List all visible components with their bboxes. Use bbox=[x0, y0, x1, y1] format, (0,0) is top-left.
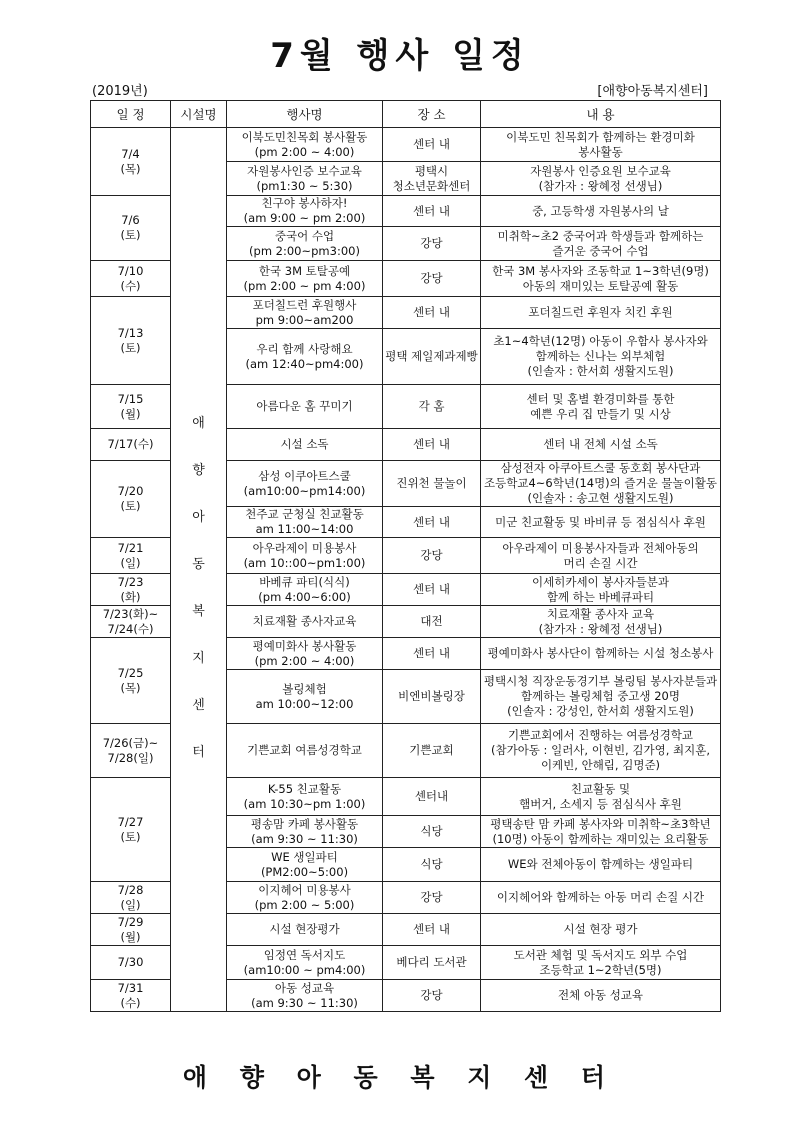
place-cell bbox=[383, 196, 481, 227]
event-name-cell-line: WE 생일파티 bbox=[271, 849, 338, 864]
description-cell bbox=[481, 882, 721, 914]
date-cell-line: 7/6 bbox=[121, 213, 140, 227]
date-cell bbox=[91, 196, 171, 261]
date-cell-line: 7/31 bbox=[117, 980, 144, 995]
description-cell-line: 중, 고등학생 자원봉사의 날 bbox=[532, 203, 669, 218]
place-cell-line: 비엔비볼링장 bbox=[398, 689, 465, 703]
date-cell-line: 7/23(화)~ bbox=[102, 606, 159, 621]
event-name-cell-line: (PM2:00~5:00) bbox=[260, 864, 349, 879]
description-cell-line: 기쁜교회에서 진행하는 여름성경학교 bbox=[507, 728, 694, 742]
place-cell-line: 식당 bbox=[420, 857, 443, 871]
event-name-cell-line: (am 9:00 ~ pm 2:00) bbox=[243, 211, 366, 225]
place-cell-line: 센터 내 bbox=[413, 305, 450, 319]
table-row bbox=[91, 128, 721, 162]
description-cell-line: (인솔자 : 송고현 생활지도원) bbox=[527, 491, 674, 505]
date-cell bbox=[91, 724, 171, 778]
place-cell bbox=[383, 574, 481, 606]
event-name-cell bbox=[227, 914, 383, 946]
place-cell-line: 평택 제일제과제빵 bbox=[385, 349, 478, 363]
date-cell-line: (토) bbox=[120, 340, 141, 355]
event-name-cell-line: 임정연 독서지도 bbox=[263, 947, 346, 962]
event-name-cell-line: 바베큐 파티(식식) bbox=[259, 574, 350, 589]
description-cell-line: 이지헤어와 함께하는 아동 머리 손질 시간 bbox=[496, 890, 705, 904]
date-cell bbox=[91, 638, 171, 724]
header-event: 행사명 bbox=[227, 101, 383, 128]
description-cell-line: 삼성전자 아쿠아트스쿨 동호회 봉사단과 bbox=[500, 461, 701, 475]
place-cell-line: 각 홈 bbox=[418, 399, 445, 413]
event-name-cell-line: (pm 2:00 ~ pm 4:00) bbox=[243, 278, 366, 293]
date-cell-line: (목) bbox=[120, 161, 141, 176]
description-cell bbox=[481, 574, 721, 606]
date-cell bbox=[91, 538, 171, 574]
event-name-cell-line: (pm 4:00~6:00) bbox=[258, 589, 351, 604]
description-cell-line: 이세히카세이 봉사자들분과 bbox=[532, 574, 669, 589]
description-cell-line: 평택송탄 맘 카페 봉사자와 미취학~초3학년 bbox=[490, 816, 711, 831]
description-cell bbox=[481, 914, 721, 946]
event-name-cell-line: 포더칠드런 후원행사 bbox=[252, 297, 357, 312]
event-name-cell-line: am 11:00~14:00 bbox=[255, 522, 354, 536]
description-cell-line: WE와 전체아동이 함께하는 생일파티 bbox=[507, 857, 694, 871]
facility-name-cell bbox=[171, 128, 227, 1012]
date-cell-line: (화) bbox=[120, 589, 141, 604]
date-cell bbox=[91, 946, 171, 980]
event-name-cell bbox=[227, 385, 383, 429]
header-facility: 시설명 bbox=[171, 101, 227, 128]
place-cell-line: 평택시 bbox=[414, 163, 449, 178]
event-name-cell bbox=[227, 128, 383, 162]
description-cell bbox=[481, 638, 721, 670]
place-cell-line: 대전 bbox=[420, 614, 443, 628]
place-cell-line: 기쁜교회 bbox=[409, 743, 454, 757]
event-name-cell-line: (pm 2:00 ~ 4:00) bbox=[254, 144, 355, 159]
place-cell bbox=[383, 461, 481, 507]
event-name-cell-line: (am 10::00~pm1:00) bbox=[243, 555, 366, 570]
place-cell-line: 식당 bbox=[420, 824, 443, 838]
description-cell-line: 치료재활 종사자 교육 bbox=[546, 606, 655, 621]
event-name-cell bbox=[227, 461, 383, 507]
place-cell-line: 센터 내 bbox=[413, 582, 450, 596]
description-cell-line: 즐거운 중국어 수업 bbox=[552, 243, 649, 258]
description-cell-line: (인솔자 : 강성인, 한서희 생활지도원) bbox=[507, 704, 694, 718]
date-cell bbox=[91, 574, 171, 606]
event-name-cell-line: pm 9:00~am200 bbox=[255, 312, 354, 327]
facility-char: 센 bbox=[192, 698, 205, 713]
description-cell bbox=[481, 980, 721, 1012]
description-cell-line: 초1~4학년(12명) 아동이 우함사 봉사자와 bbox=[493, 334, 708, 348]
event-name-cell bbox=[227, 507, 383, 538]
description-cell bbox=[481, 461, 721, 507]
description-cell-line: 조등학교 1~2학년(5명) bbox=[539, 962, 662, 977]
facility-char: 애 bbox=[192, 416, 205, 431]
date-cell-line: (토) bbox=[120, 228, 141, 242]
place-cell-line: 센터 내 bbox=[413, 137, 450, 151]
event-name-cell-line: 한국 3M 토탈공예 bbox=[258, 263, 351, 278]
event-name-cell bbox=[227, 162, 383, 196]
date-cell bbox=[91, 980, 171, 1012]
place-cell-line: 베다리 도서관 bbox=[396, 955, 467, 969]
description-cell-line: 함께 하는 바베큐파티 bbox=[546, 589, 655, 604]
event-name-cell-line: (am 9:30 ~ 11:30) bbox=[251, 831, 358, 846]
facility-char: 동 bbox=[192, 557, 205, 572]
description-cell-line: (참가자 : 왕혜정 선생님) bbox=[538, 178, 663, 193]
description-cell-line: (참가자 : 왕혜정 선생님) bbox=[538, 621, 663, 636]
date-cell bbox=[91, 882, 171, 914]
place-cell bbox=[383, 606, 481, 638]
description-cell-line: 머리 손질 시간 bbox=[563, 555, 638, 570]
description-cell-line: 아우라제이 미용봉사자들과 전체아동의 bbox=[502, 540, 699, 555]
date-cell-line: 7/21 bbox=[117, 540, 144, 555]
place-cell bbox=[383, 980, 481, 1012]
date-cell-line: (월) bbox=[120, 406, 141, 421]
event-name-cell bbox=[227, 946, 383, 980]
date-cell-line: (목) bbox=[120, 680, 141, 695]
header-row bbox=[91, 101, 721, 128]
description-cell-line: 이북도민 친목회가 함께하는 환경미화 봉사활동 bbox=[506, 129, 695, 159]
event-name-cell bbox=[227, 227, 383, 261]
place-cell-line: 센터 내 bbox=[413, 922, 450, 936]
facility-char: 터 bbox=[192, 745, 205, 760]
description-cell-line: 조등학교4~6학년(14명)의 즐거운 물놀이활동 bbox=[484, 476, 717, 490]
event-name-cell-line: 천주교 군청실 친교활동 bbox=[245, 507, 364, 521]
event-name-cell-line: 이지헤어 미용봉사 bbox=[258, 882, 351, 897]
place-cell bbox=[383, 162, 481, 196]
description-cell bbox=[481, 128, 721, 162]
description-cell bbox=[481, 778, 721, 816]
event-name-cell-line: 아동 성교육 bbox=[274, 980, 335, 995]
event-name-cell-line: (am10:00 ~ pm4:00) bbox=[243, 962, 366, 977]
description-cell-line: (인솔자 : 한서희 생활지도원) bbox=[527, 364, 674, 378]
event-name-cell-line: 중국어 수업 bbox=[274, 228, 335, 243]
facility-char: 향 bbox=[192, 463, 205, 478]
event-name-cell-line: 평예미화사 봉사활동 bbox=[252, 638, 357, 653]
event-name-cell bbox=[227, 606, 383, 638]
event-name-cell-line: (am10:00~pm14:00) bbox=[243, 483, 366, 498]
description-cell bbox=[481, 385, 721, 429]
date-cell bbox=[91, 778, 171, 882]
event-name-cell bbox=[227, 329, 383, 385]
place-cell bbox=[383, 778, 481, 816]
event-name-cell-line: 시설 현장평가 bbox=[269, 922, 340, 936]
place-cell bbox=[383, 724, 481, 778]
facility-char: 지 bbox=[192, 651, 205, 666]
date-cell-line: 7/27 bbox=[117, 814, 144, 829]
place-cell bbox=[383, 507, 481, 538]
description-cell-line: 이케빈, 안해림, 김명준) bbox=[540, 758, 661, 772]
date-cell-line: 7/28(일) bbox=[107, 750, 154, 765]
description-cell-line: 전체 아동 성교육 bbox=[557, 988, 644, 1002]
date-cell bbox=[91, 606, 171, 638]
event-name-cell bbox=[227, 848, 383, 882]
description-cell-line: 함께하는 볼링체험 중고생 20명 bbox=[521, 689, 680, 703]
description-cell-line: 자원봉사 인증요원 보수교육 bbox=[530, 163, 671, 178]
description-cell bbox=[481, 946, 721, 980]
page-title: 7월 행사 일정 bbox=[270, 36, 530, 76]
date-cell-line: 7/25 bbox=[117, 665, 144, 680]
date-cell bbox=[91, 914, 171, 946]
date-cell-line: 7/23 bbox=[117, 574, 144, 589]
description-cell-line: 센터 및 홈별 환경미화를 통한 bbox=[526, 391, 675, 406]
facility-char: 복 bbox=[192, 604, 205, 619]
date-cell-line: 7/28 bbox=[117, 882, 144, 897]
place-cell-line: 강당 bbox=[420, 548, 443, 562]
description-cell-line: 햄버거, 소세지 등 점심식사 후원 bbox=[519, 796, 682, 811]
description-cell bbox=[481, 538, 721, 574]
year-label: (2019년) bbox=[92, 84, 148, 99]
date-cell-line: 7/29 bbox=[117, 914, 144, 929]
place-cell-line: 청소년문화센터 bbox=[392, 178, 471, 193]
place-cell-line: 센터 내 bbox=[413, 514, 450, 529]
event-name-cell-line: 아우라제이 미용봉사 bbox=[252, 540, 357, 555]
event-name-cell-line: 아름다운 홈 꾸미기 bbox=[256, 399, 353, 413]
place-cell-line: 센터 내 bbox=[413, 646, 450, 660]
description-cell-line: 미취학~초2 중국어과 학생들과 함께하는 bbox=[497, 228, 704, 243]
org-label: [애향아동복지센터] bbox=[597, 84, 708, 99]
description-cell bbox=[481, 261, 721, 297]
place-cell bbox=[383, 670, 481, 724]
event-name-cell bbox=[227, 882, 383, 914]
place-cell bbox=[383, 429, 481, 461]
place-cell bbox=[383, 261, 481, 297]
place-cell bbox=[383, 848, 481, 882]
event-name-cell-line: 치료재활 종사자교육 bbox=[252, 614, 357, 628]
place-cell-line: 강당 bbox=[420, 988, 443, 1002]
description-cell bbox=[481, 429, 721, 461]
event-name-cell bbox=[227, 778, 383, 816]
header-place: 장 소 bbox=[383, 101, 481, 128]
event-name-cell bbox=[227, 538, 383, 574]
event-name-cell-line: (am 9:30 ~ 11:30) bbox=[251, 995, 358, 1010]
date-cell-line: 7/26(금)~ bbox=[102, 735, 159, 750]
header-description: 내 용 bbox=[481, 101, 721, 128]
date-cell-line: (월) bbox=[120, 929, 141, 944]
event-name-cell-line: 볼링체험 bbox=[282, 681, 327, 696]
event-name-cell-line: (pm 2:00~pm3:00) bbox=[249, 243, 360, 258]
place-cell-line: 강당 bbox=[420, 890, 443, 904]
date-cell bbox=[91, 461, 171, 538]
place-cell-line: 센터내 bbox=[414, 789, 449, 803]
event-name-cell-line: 이북도민친목회 봉사활동 bbox=[241, 129, 368, 144]
facility-char: 아 bbox=[192, 510, 205, 525]
place-cell bbox=[383, 128, 481, 162]
date-cell-line: 7/15 bbox=[117, 391, 144, 406]
date-cell-line: (수) bbox=[120, 995, 141, 1010]
description-cell bbox=[481, 227, 721, 261]
event-name-cell bbox=[227, 261, 383, 297]
description-cell-line: 평택시청 직장운동경기부 볼링팀 봉사자분들과 bbox=[483, 674, 718, 688]
place-cell bbox=[383, 946, 481, 980]
description-cell bbox=[481, 297, 721, 329]
event-name-cell-line: 자원봉사인증 보수교육 bbox=[247, 163, 362, 178]
place-cell-line: 강당 bbox=[420, 236, 443, 250]
schedule-body bbox=[91, 128, 721, 1012]
schedule-table bbox=[90, 100, 721, 1012]
place-cell bbox=[383, 538, 481, 574]
date-cell bbox=[91, 429, 171, 461]
place-cell-line: 센터 내 bbox=[413, 203, 450, 218]
date-cell bbox=[91, 297, 171, 385]
description-cell-line: 아동의 재미있는 토탈공예 활동 bbox=[522, 278, 679, 293]
date-cell-line: (토) bbox=[120, 829, 141, 844]
description-cell bbox=[481, 848, 721, 882]
description-cell bbox=[481, 162, 721, 196]
event-name-cell-line: (am 12:40~pm4:00) bbox=[245, 356, 364, 371]
description-cell-line: (참가아동 : 일러사, 이현빈, 김가영, 최지훈, bbox=[490, 743, 710, 757]
date-cell bbox=[91, 385, 171, 429]
description-cell-line: 친교활동 및 bbox=[570, 781, 631, 796]
description-cell-line: 도서관 체험 및 독서지도 외부 수업 bbox=[513, 947, 688, 962]
event-name-cell-line: 친구야 봉사하자! bbox=[261, 196, 348, 210]
event-name-cell-line: (pm1:30 ~ 5:30) bbox=[256, 178, 353, 193]
date-cell-line: (토) bbox=[120, 499, 141, 513]
footer-org-name: 애 향 아 동 복 지 센 터 bbox=[182, 1063, 618, 1092]
event-name-cell bbox=[227, 816, 383, 848]
date-cell-line: 7/24(수) bbox=[107, 621, 154, 636]
date-cell bbox=[91, 128, 171, 196]
description-cell bbox=[481, 329, 721, 385]
event-name-cell bbox=[227, 670, 383, 724]
description-cell-line: 센터 내 전체 시설 소독 bbox=[543, 437, 658, 451]
event-name-cell bbox=[227, 980, 383, 1012]
description-cell bbox=[481, 507, 721, 538]
event-name-cell-line: (pm 2:00 ~ 5:00) bbox=[254, 897, 355, 912]
date-cell-line: (일) bbox=[120, 897, 141, 912]
description-cell-line: (10명) 아동이 함께하는 재미있는 요리활동 bbox=[492, 831, 709, 846]
event-name-cell-line: 평송맘 카페 봉사활동 bbox=[250, 816, 359, 831]
event-name-cell-line: (pm 2:00 ~ 4:00) bbox=[254, 653, 355, 668]
description-cell-line: 포더칠드런 후원자 치킨 후원 bbox=[528, 305, 673, 319]
event-name-cell-line: am 10:00~12:00 bbox=[255, 696, 354, 711]
event-name-cell bbox=[227, 574, 383, 606]
date-cell-line: 7/10 bbox=[117, 263, 144, 278]
event-name-cell-line: (am 10:30~pm 1:00) bbox=[243, 796, 366, 811]
place-cell bbox=[383, 882, 481, 914]
description-cell bbox=[481, 670, 721, 724]
description-cell-line: 함께하는 신나는 외부체험 bbox=[535, 349, 666, 363]
place-cell bbox=[383, 227, 481, 261]
description-cell bbox=[481, 606, 721, 638]
place-cell-line: 진위천 물놀이 bbox=[396, 476, 467, 490]
description-cell-line: 예쁜 우리 집 만들기 및 시상 bbox=[530, 406, 671, 421]
event-name-cell-line: 삼성 이쿠아트스쿨 bbox=[258, 468, 351, 483]
event-name-cell-line: 기쁜교회 여름성경학교 bbox=[247, 743, 362, 757]
place-cell bbox=[383, 816, 481, 848]
date-cell-line: 7/20 bbox=[117, 484, 144, 498]
date-cell-line: 7/13 bbox=[117, 325, 144, 340]
place-cell-line: 강당 bbox=[420, 271, 443, 285]
event-name-cell bbox=[227, 196, 383, 227]
date-cell-line: (일) bbox=[120, 555, 141, 570]
event-name-cell bbox=[227, 429, 383, 461]
event-name-cell-line: 우리 함께 사랑해요 bbox=[256, 341, 353, 356]
description-cell-line: 미군 친교활동 및 바비큐 등 점심식사 후원 bbox=[495, 514, 706, 529]
event-name-cell bbox=[227, 297, 383, 329]
description-cell bbox=[481, 724, 721, 778]
date-cell bbox=[91, 261, 171, 297]
event-name-cell bbox=[227, 724, 383, 778]
description-cell bbox=[481, 196, 721, 227]
description-cell-line: 시설 현장 평가 bbox=[563, 922, 638, 936]
description-cell bbox=[481, 816, 721, 848]
place-cell bbox=[383, 638, 481, 670]
place-cell bbox=[383, 297, 481, 329]
place-cell bbox=[383, 914, 481, 946]
event-name-cell bbox=[227, 638, 383, 670]
date-cell-line: 7/30 bbox=[117, 955, 144, 969]
header-date: 일 정 bbox=[91, 101, 171, 128]
event-name-cell-line: K-55 친교활동 bbox=[267, 781, 342, 796]
date-cell-line: (수) bbox=[120, 278, 141, 293]
date-cell-line: 7/4 bbox=[121, 146, 140, 161]
place-cell bbox=[383, 329, 481, 385]
place-cell-line: 센터 내 bbox=[413, 437, 450, 451]
description-cell-line: 평예미화사 봉사단이 함께하는 시설 청소봉사 bbox=[487, 646, 714, 660]
description-cell-line: 한국 3M 봉사자와 조동학교 1~3학년(9명) bbox=[492, 263, 709, 278]
event-name-cell-line: 시설 소독 bbox=[280, 437, 329, 451]
place-cell bbox=[383, 385, 481, 429]
date-cell-line: 7/17(수) bbox=[107, 437, 154, 451]
